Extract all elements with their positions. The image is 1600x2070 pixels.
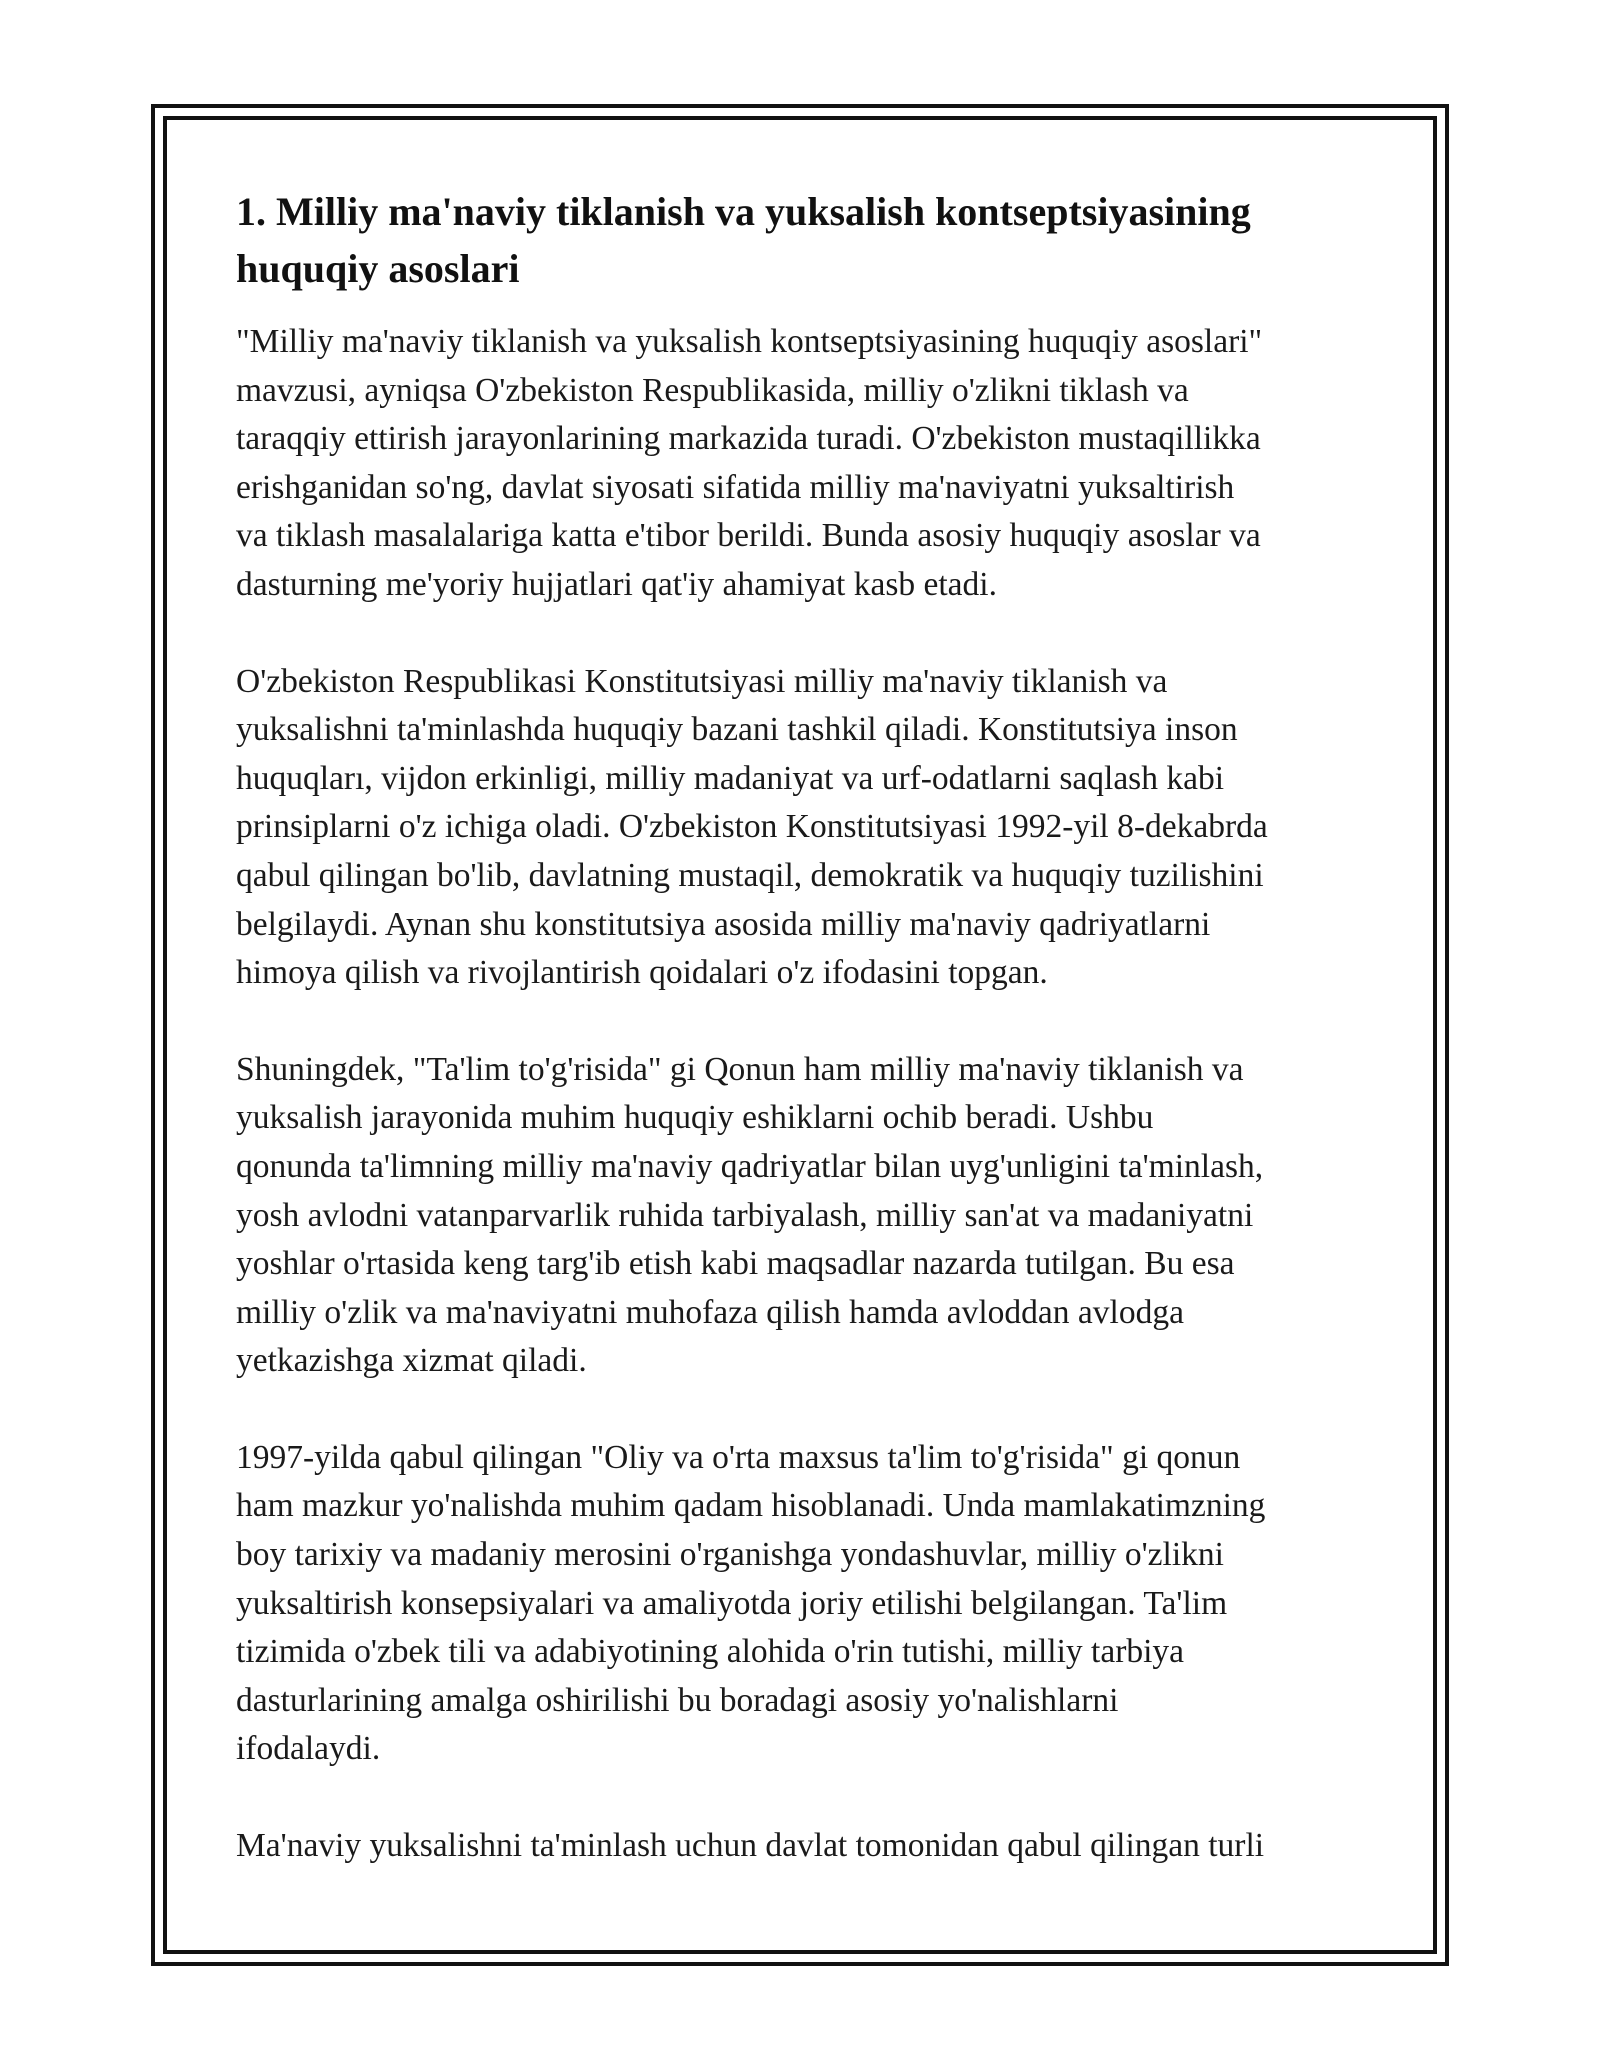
text-line: 1997-yilda qabul qilingan "Oliy va o'rta maxsus ta'lim to'g'risida" gi qonun (236, 1438, 1241, 1476)
text-line: "Milliy ma'naviy tiklanish va yuksalish kontseptsiyasining huquqiy asoslari" (236, 323, 1263, 360)
section-heading (236, 183, 1381, 297)
text-line: Ma'naviy yuksalishni ta'minlash uchun davlat tomonidan qabul qilingan turli (236, 1827, 1265, 1865)
text-line: yetkazishga xizmat qiladi. (236, 1342, 587, 1380)
paragraph-education-law (236, 1046, 1381, 1386)
text-line: erishganidan so'ng, davlat siyosati sifatida milliy ma'naviyatni yuksaltirish (236, 468, 1235, 506)
text-line: prinsiplarni o'z ichiga oladi. O'zbekiston Konstitutsiyasi 1992-yil 8-dekabrda (236, 808, 1268, 846)
text-line: mavzusi, ayniqsa O'zbekiston Respublikasida, milliy o'zlikni tiklash va (236, 371, 1189, 409)
document-body (236, 183, 1381, 1871)
text-line: yuksalishni ta'minlashda huquqiy bazani tashkil qiladi. Konstitutsiya inson (236, 711, 1238, 749)
text-line: tizimida o'zbek tili va adabiyotining alohida o'rin tutishi, milliy tarbiya (236, 1633, 1185, 1671)
text-line: dasturning me'yoriy hujjatlari qat'iy ahamiyat kasb etadi. (236, 565, 997, 603)
heading-line: 1. Milliy ma'naviy tiklanish va yuksalish kontseptsiyasining (236, 189, 1251, 234)
text-line: huquqları, vijdon erkinligi, milliy madaniyat va urf-odatlarni saqlash kabi (236, 759, 1225, 797)
text-line: qonunda ta'limning milliy ma'naviy qadriyatlar bilan uyg'unligini ta'minlash, (236, 1147, 1264, 1185)
text-line: yosh avlodni vatanparvarlik ruhida tarbiyalash, milliy san'at va madaniyatni (236, 1196, 1254, 1234)
text-line: qabul qilingan bo'lib, davlatning mustaqil, demokratik va huquqiy tuzilishini (236, 856, 1264, 894)
paragraph-constitution (236, 658, 1381, 998)
text-line: va tiklash masalalariga katta e'tibor berildi. Bunda asosiy huquqiy asoslar va (236, 517, 1261, 555)
text-line: yoshlar o'rtasida keng targ'ib etish kabi maqsadlar nazarda tutilgan. Bu esa (236, 1245, 1235, 1283)
text-line: milliy o'zlik va ma'naviyatni muhofaza qilish hamda avloddan avlodga (236, 1293, 1184, 1331)
text-line: dasturlarining amalga oshirilishi bu boradagi asosiy yo'nalishlarni (236, 1681, 1119, 1719)
paragraph-continuation (236, 1822, 1381, 1871)
text-line: himoya qilish va rivojlantirish qoidalari o'z ifodasini topgan. (236, 954, 1048, 992)
heading-line: huquqiy asoslari (236, 246, 520, 291)
text-line: ifodalaydi. (236, 1730, 381, 1768)
text-line: taraqqiy ettirish jarayonlarining markazida turadi. O'zbekiston mustaqillikka (236, 420, 1261, 458)
text-line: Shuningdek, "Ta'lim to'g'risida" gi Qonun ham milliy ma'naviy tiklanish va (236, 1050, 1244, 1088)
text-line: ham mazkur yo'nalishda muhim qadam hisoblanadi. Unda mamlakatimzning (236, 1487, 1266, 1525)
text-line: belgilaydi. Aynan shu konstitutsiya asosida milliy ma'naviy qadriyatlarni (236, 905, 1211, 943)
text-line: O'zbekiston Respublikasi Konstitutsiyasi milliy ma'naviy tiklanish va (236, 662, 1168, 700)
text-line: boy tarixiy va madaniy merosini o'rganishga yondashuvlar, milliy o'zlikni (236, 1536, 1224, 1574)
text-line: yuksaltirish konsepsiyalari va amaliyotda joriy etilishi belgilangan. Ta'lim (236, 1584, 1228, 1622)
text-line: yuksalish jarayonida muhim huquqiy eshiklarni ochib beradi. Ushbu (236, 1099, 1154, 1137)
paragraph-higher-education-law (236, 1434, 1381, 1774)
paragraph-intro (236, 318, 1381, 610)
